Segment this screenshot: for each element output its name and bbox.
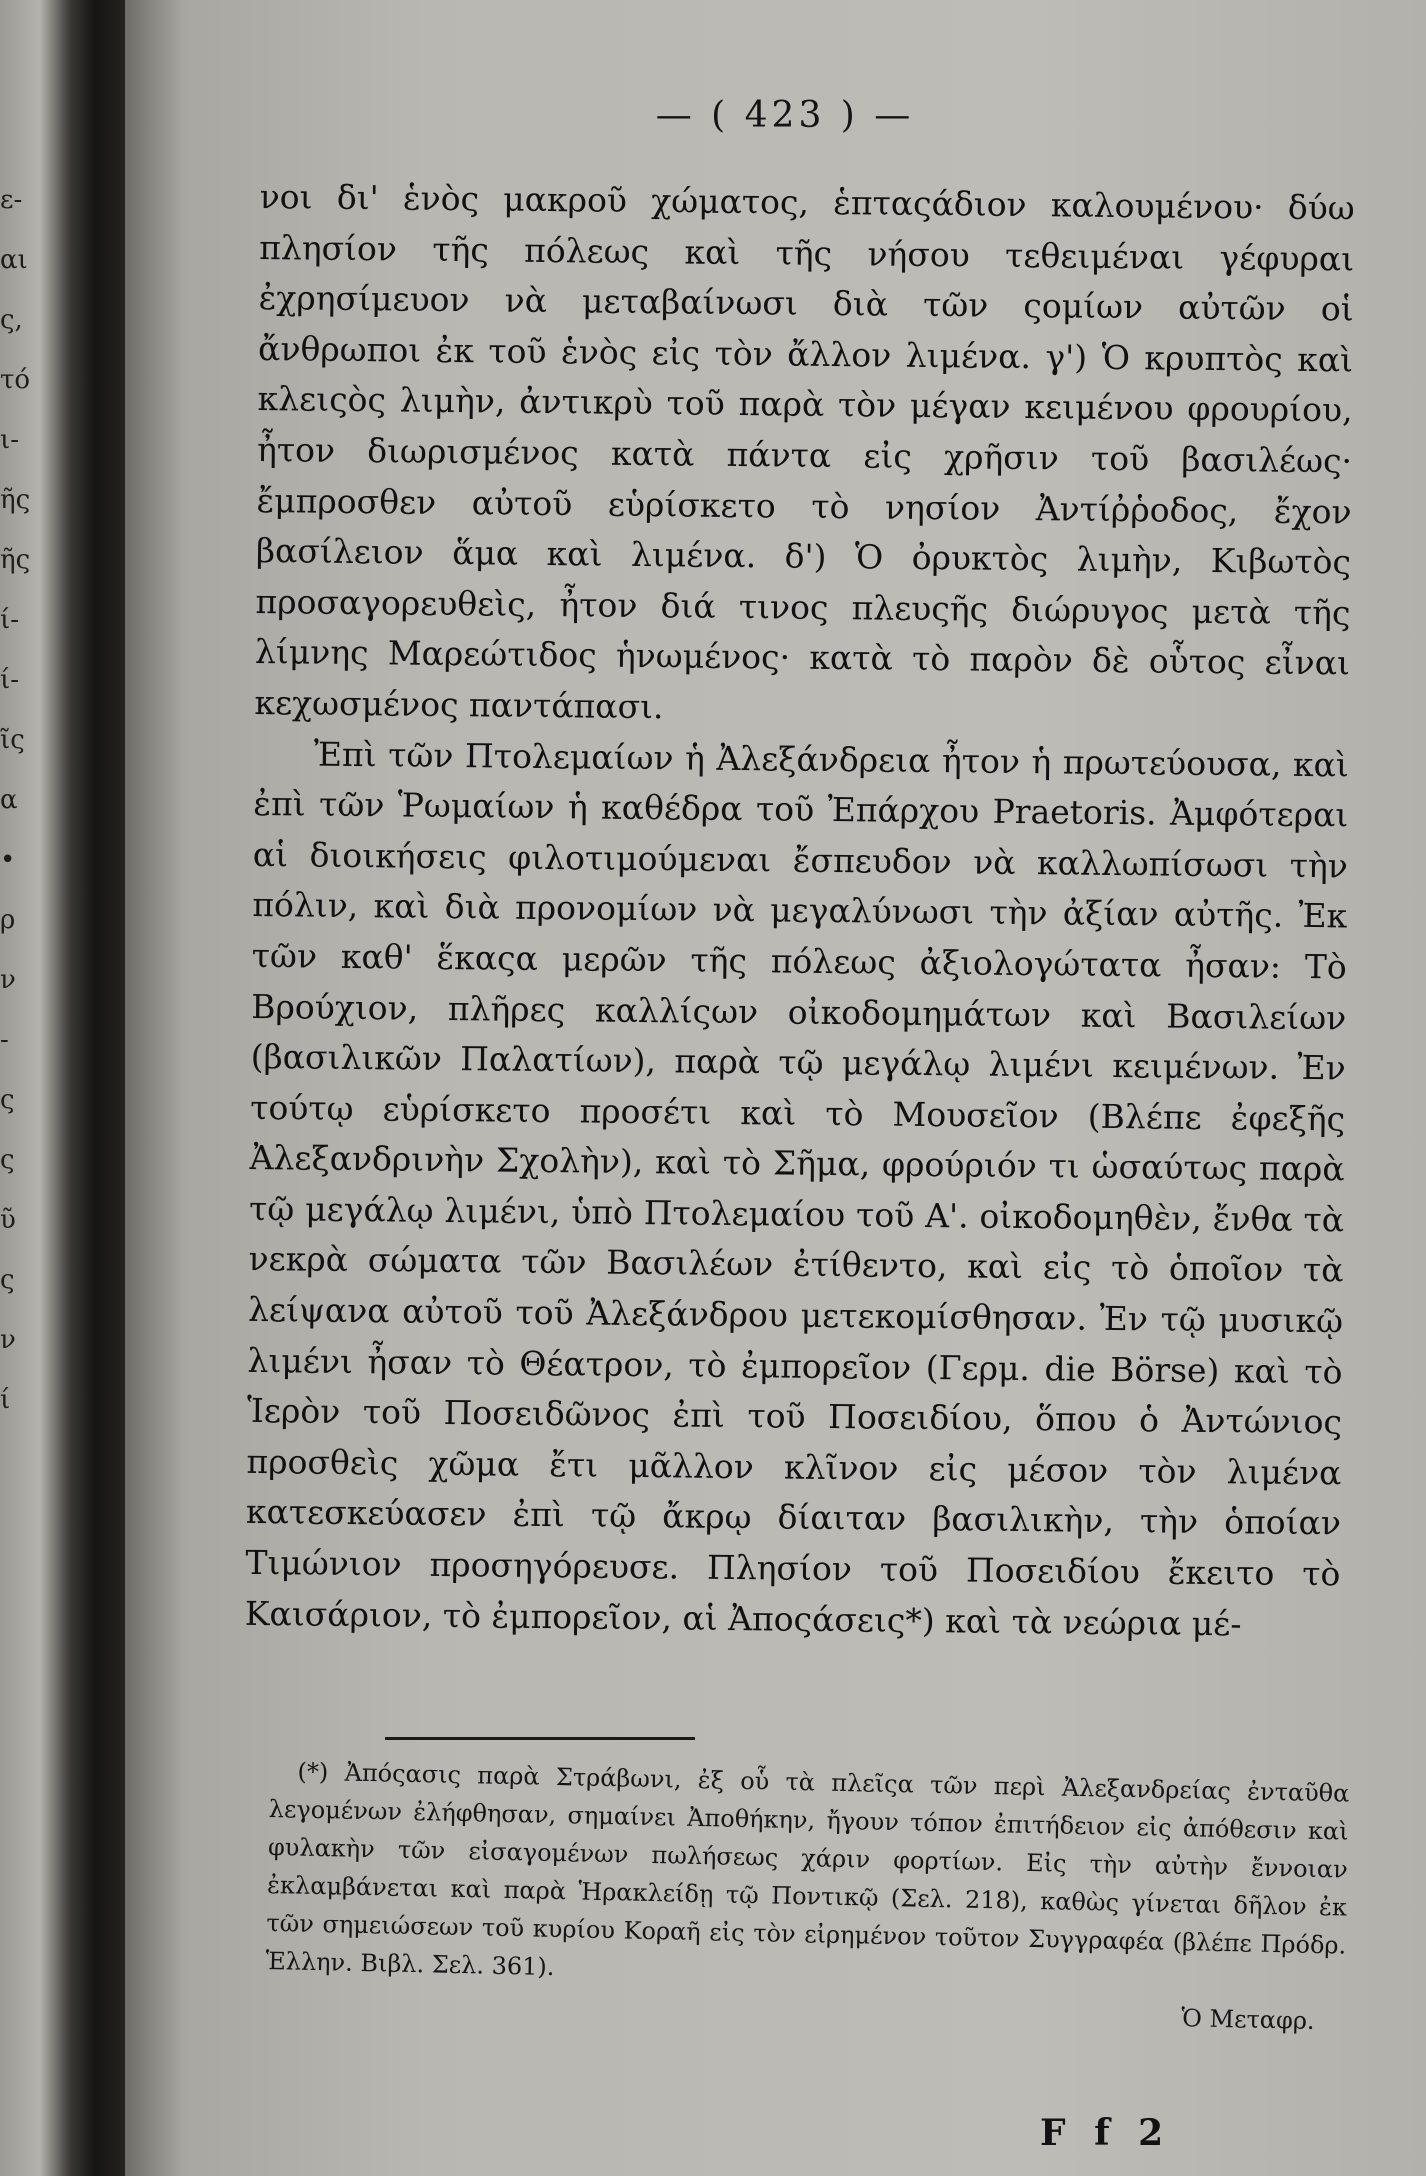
book-gutter	[0, 0, 125, 2176]
gutter-fragment: -	[0, 1025, 9, 1055]
printer-signature: F f 2	[1040, 2112, 1172, 2154]
gutter-fragment: ς	[0, 1145, 15, 1175]
gutter-fragment: τό	[0, 365, 31, 395]
gutter-fragment: ῆς	[0, 545, 31, 575]
gutter-fragment: ς,	[0, 305, 23, 335]
gutter-fragment: ί-	[0, 605, 19, 635]
gutter-fragment: ε-	[0, 185, 23, 215]
gutter-fragment: αι	[0, 245, 28, 275]
footnote-rule	[385, 1737, 695, 1740]
translator-note: Ὁ Μεταφρ.	[1181, 2004, 1315, 2035]
footnote	[264, 1752, 1349, 2041]
gutter-fragment: ι-	[0, 425, 19, 455]
gutter-fragment: ρ	[0, 905, 16, 935]
paragraph-ptolemies: Ἐπὶ τῶν Πτολεμαίων ἡ Ἀλεξάνδρεια ἦτον ἡ πρωτεύουσα, καὶ ἐπὶ τῶν Ῥωμαίων ἡ καθέδρα τοῦ Ἐπάρχου Praetoris. Ἀμφότεραι αἱ διοικήσεις φιλοτιμούμεναι ἔσπευδον νὰ καλλωπίσωσι τὴν πόλιν, καὶ διὰ προνομίων νὰ μεγαλύνωσι τὴν ἀξίαν αὐτῆς. Ἐκ τῶν καθ' ἕκαςα μερῶν τῆς πόλεως ἀξιολογώτατα ἦσαν: Τὸ Βρούχιον, πλῆρες καλλίςων οἰκοδομημάτων καὶ Βασιλείων (βασιλικῶν Παλατίων), παρὰ τῷ μεγάλῳ λιμένι κειμένων. Ἐν τούτῳ εὑρίσκετο προσέτι καὶ τὸ Μουσεῖον (Βλέπε ἐφεξῆς Ἀλεξανδρινὴν Σχολὴν), καὶ τὸ Σῆμα, φρούριόν τι ὡσαύτως παρὰ τῷ μεγάλῳ λιμένι, ὑπὸ Πτολεμαίου τοῦ Α'. οἰκοδομηθὲν, ἔνθα τὰ νεκρὰ σώματα τῶν Βασιλέων ἐτίθεντο, καὶ εἰς τὸ ὁποῖον τὰ λείψανα αὐτοῦ τοῦ Ἀλεξάνδρου μετεκομίσθησαν. Ἐν τῷ μυσικῷ λιμένι ἦσαν τὸ Θέατρον, τὸ ἐμπορεῖον (Γερμ. die Börse) καὶ τὸ Ἱερὸν τοῦ Ποσειδῶνος ἐπὶ τοῦ Ποσειδίου, ὅπου ὁ Ἀντώνιος προσθεὶς χῶμα ἔτι μᾶλλον κλῖνον εἰς μέσον τὸν λιμένα κατεσκεύασεν ἐπὶ τῷ ἄκρῳ δίαιταν βασιλικὴν, τὴν ὁποίαν Τιμώνιον προσηγόρευσε. Πλησίον τοῦ Ποσειδίου ἔκειτο τὸ Καισάριον, τὸ ἐμπορεῖον, αἱ Ἀποςάσεις*) καὶ τὰ νεώρια μέ-	[244, 734, 1350, 1643]
paragraph-continuation: νοι δι' ἑνὸς μακροῦ χώματος, ἑπταςάδιον καλουμένου· δύω πλησίον τῆς πόλεως καὶ τῆς νήσου τεθειμέναι γέφυραι ἐχρησίμευον νὰ μεταβαίνωσι διὰ τῶν ςομίων αὐτῶν οἱ ἄνθρωποι ἐκ τοῦ ἑνὸς εἰς τὸν ἄλλον λιμένα. γ') Ὁ κρυπτὸς καὶ κλειςὸς λιμὴν, ἀντικρὺ τοῦ παρὰ τὸν μέγαν κειμένου φρουρίου, ἦτον διωρισμένος κατὰ πάντα εἰς χρῆσιν τοῦ βασιλέως· ἔμπροσθεν αὐτοῦ εὑρίσκετο τὸ νησίον Ἀντίῤῥοδος, ἔχον βασίλειον ἅμα καὶ λιμένα. δ') Ὁ ὀρυκτὸς λιμὴν, Κιβωτὸς προσαγορευθεὶς, ἦτον διά τινος πλευςῆς διώρυγος μετὰ τῆς λίμνης Μαρεώτιδος ἡνωμένος· κατὰ τὸ παρὸν δὲ οὗτος εἶναι κεχωσμένος παντάπασι.	[254, 176, 1355, 727]
gutter-fragment: ς	[0, 1265, 15, 1295]
gutter-fragment: ῆς	[0, 485, 31, 515]
gutter-text-fragments	[0, 170, 30, 1430]
footnote-text: (*) Ἀπόςασις παρὰ Στράβωνι, ἐξ οὗ τὰ πλεῖςα τῶν περὶ Ἀλεξανδρείας ἐνταῦθα λεγομένων ἐλήφθησαν, σημαίνει Ἀποθήκην, ἤγουν τόπον ἐπιτήδειον εἰς ἀπόθεσιν καὶ φυλακὴν τῶν εἰσαγομένων πωλήσεως χάριν φορτίων. Εἰς τὴν αὐτὴν ἔννοιαν ἐκλαμβάνεται καὶ παρὰ Ἡρακλείδῃ τῷ Ποντικῷ (Σελ. 218), καθὼς γίνεται δῆλον ἐκ τῶν σημειώσεων τοῦ κυρίου Κοραῆ εἰς τὸν εἰρημένον τοῦτον Συγγραφέα (βλέπε Πρόδρ. Ἑλλην. Βιβλ. Σελ. 361).	[265, 1757, 1350, 1982]
gutter-fragment: ί	[0, 1385, 11, 1415]
gutter-fragment: ῦ	[0, 1205, 16, 1235]
gutter-fragment: ν	[0, 965, 16, 995]
gutter-fragment: ν	[0, 1325, 16, 1355]
gutter-fragment: ῖς	[0, 725, 25, 755]
gutter-fragment: ί-	[0, 665, 19, 695]
gutter-fragment: •	[0, 845, 16, 875]
page-number: — ( 423 ) —	[655, 95, 915, 136]
gutter-fragment: α	[0, 785, 18, 815]
main-text	[245, 172, 1355, 1651]
book-page	[125, 0, 1426, 2176]
gutter-fragment: ς	[0, 1085, 15, 1115]
